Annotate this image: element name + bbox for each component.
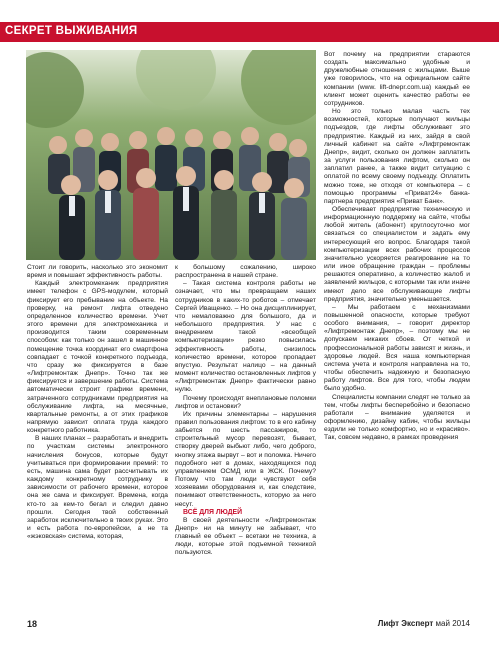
- section-title: СЕКРЕТ ВЫЖИВАНИЯ: [5, 25, 138, 37]
- paragraph: Но это только малая часть тех возможностей, которые получают жильцы подъездов, где лифты обслуживает это предприятие. Каждый из них, зайдя в свой личный кабинет на сайте «Лифтремонтаж Днепр», видит, сколько он должен заплатить за услуги пользования лифтом, сколько он заплатил ранее, а также видит ситуацию с оплатой по всему своему подъезду. Оплатить можно тоже, не отходя от компьютера – с помощью программы «Приват24» банка-партнера предприятия «Приват Банк».: [324, 108, 470, 205]
- text-column-1: [27, 264, 168, 608]
- paragraph: Вот почему на предприятии стараются создать максимально удобные и дружелюбные отношения с жильцами. Выше уже говорилось, что на официальном сайте компании (www. lift-dnepr.com.ua) каждый ее клиент может оценить качество работы ее сотрудников.: [324, 51, 470, 107]
- group-photo-image: [26, 50, 316, 260]
- paragraph: Почему происходят внеплановые поломки лифтов и остановки?: [175, 394, 316, 410]
- paragraph: – Такая система контроля работы не означает, что мы превращаем наших сотрудников в каких-то роботов – отмечает Сергей Иващенко. – Но она дисциплинирует, что немаловажно для большого, да и небольшого предприятия. У нас с внедрением такой «всеобщей компьютеризации» резко повысилась эффективность работы, снизилось количество времени, которое пропадает впустую. Результат налицо – на данный момент количество остановленных лифтов у «Лифтремонтаж Днепр» фактически равно нулю.: [175, 280, 316, 394]
- subheading: ВСЁ ДЛЯ ЛЮДЕЙ: [183, 508, 243, 516]
- header-divider: [0, 42, 499, 44]
- page-number: 18: [27, 619, 38, 629]
- paragraph: Каждый электромеханик предприятия имеет телефон с GPS-модулем, который фиксирует его пребывание на объекте. На проверку, на ремонт лифта отведено определенное количество времени. Учет этого времени для электромеханика и производится таким современным способом: как только он зашел в машинное помещение точка координат его смартфона совпадает с точкой конкретного подъезда, что сразу же фиксируется в базе «Лифтремонтаж Днепр». Точно так же фиксируется и завершение работы. Система автоматически строит графики времени, затраченного сотрудниками предприятия на обслуживание лифта, на месячные, квартальные ремонты, а от этих графиков напрямую зависит оплата труда каждого конкретного работника.: [27, 280, 168, 435]
- paragraph: В наших планах – разработать и внедрить по участкам системы электронного начисления бонусов, которые будут учитываться при формировании премий: то есть, машина сама будет рассчитывать их каждому конкретному сотруднику в зависимости от рабочего времени, которое она же сама и фиксирует. Времена, когда кто-то за кем-то бегал и следил давно прошли. Сегодня твой собственный заработок исключительно в твоих руках. Это и есть работа по-европейски, а не та «жэковская» система, которая,: [27, 435, 168, 541]
- paragraph: В своей деятельности «Лифтремонтаж Днепр» ни на минуту не забывает, что главный ее объект – всетаки не техника, а люди, которые этой подъемной техникой пользуются.: [175, 516, 316, 557]
- paragraph: Обеспечивает предприятие техническую и информационную поддержку на сайте, чтобы любой житель (абонент) круглосуточно мог связаться со специалистом и задать ему интересующий его вопрос. Благодаря такой компьютеризации всех рабочих процессов значительно ускоряется реагирование на то или иное обращение граждан – проблемы решаются оперативно, а количество жалоб и заявлений жильцов, с которыми так или иначе имеют дело все обслуживающие лифты предприятия, значительно уменьшается.: [324, 205, 470, 303]
- paragraph: Их причины элементарны – нарушения правил пользования лифтом: то в его кабину забьется по шесть пассажиров, то строительный мусор перевозят, бывает, створку дверей выбьют либо, чего доброго, кнопку этажа вырвут – вот и поломка. Ничего подобного нет в домах, находящихся под управлением ОСМД или в ЖСК. Почему? Потому что там люди чувствуют себя хозяевами оборудования и, как следствие, понимают ответственность, которую за него несут.: [175, 410, 316, 508]
- article-photo: [26, 50, 316, 260]
- magazine-footer: [378, 619, 470, 628]
- paragraph: – Мы работаем с механизмами повышенной опасности, которые требуют особого внимания, – говорит директор «Лифтремонтаж Днепр», – поэтому мы не допускаем никаких сбоев. От четкой и профессиональной работы зависят и жизнь, и здоровье людей. Вся наша компьютерная система учета и контроля направлена на то, чтобы обеспечить надежную и безопасную работу лифтов. Все для того, чтобы людям было удобно.: [324, 303, 470, 393]
- text-column-2: [175, 264, 316, 608]
- issue-date: май 2014: [433, 619, 470, 628]
- paragraph: Специалисты компании следят не только за тем, чтобы лифты бесперебойно и безопасно работали – внимание уделяется и оформлению, дизайну кабин, чтобы жильцы ездили не только комфортно, но и «красиво». Так, совсем недавно, в рамках проведения: [324, 393, 470, 442]
- magazine-name: Лифт Эксперт: [377, 619, 434, 628]
- section-header-band: [0, 22, 499, 42]
- text-column-3: [324, 51, 470, 608]
- paragraph: Стоит ли говорить, насколько это экономит время и повышает эффективность работы.: [27, 264, 168, 280]
- paragraph: к большому сожалению, широко распространена в нашей стране.: [175, 264, 316, 280]
